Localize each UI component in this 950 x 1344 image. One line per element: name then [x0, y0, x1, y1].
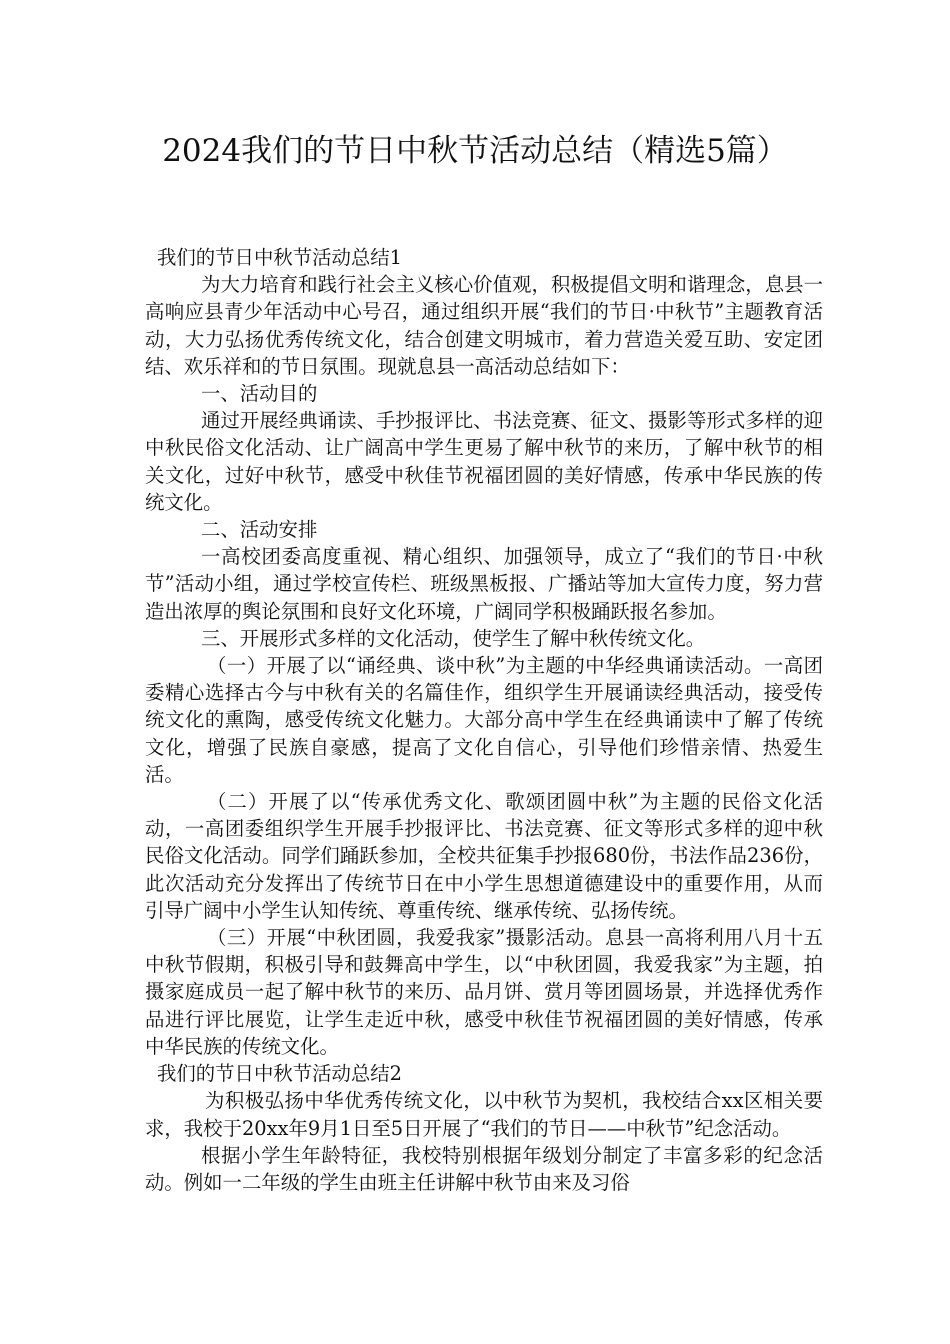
- list-item-paragraph: （一）开展了以“诵经典、谈中秋”为主题的中华经典诵读活动。一高团委精心选择古今与中秋有关的名篇佳作，组织学生开展诵读经典活动，接受传统文化的熏陶，感受传统文化魅力。大部分高中学生在经典诵读中了解了传统文化，增强了民族自豪感，提高了文化自信心，引导他们珍惜亲情、热爱生活。: [145, 654, 823, 786]
- section-heading: 我们的节日中秋节活动总结1: [157, 246, 403, 269]
- body-paragraph: 为积极弘扬中华优秀传统文化，以中秋节为契机，我校结合xx区相关要求，我校于20xx年9月1日至5日开展了“我们的节日——中秋节”纪念活动。: [145, 1089, 823, 1140]
- body-paragraph: 为大力培育和践行社会主义核心价值观，积极提倡文明和谐理念，息县一高响应县青少年活动中心号召，通过组织开展“我们的节日·中秋节”主题教育活动，大力弘扬优秀传统文化，结合创建文明城市，着力营造关爱互助、安定团结、欢乐祥和的节日氛围。现就息县一高活动总结如下：: [145, 273, 823, 378]
- list-item-paragraph: （三）开展“中秋团圆，我爱我家”摄影活动。息县一高将利用八月十五中秋节假期，积极引导和鼓舞高中学生，以“中秋团圆，我爱我家”为主题，拍摄家庭成员一起了解中秋节的来历、品月饼、赏月等团圆场景，并选择优秀作品进行评比展览，让学生走近中秋，感受中秋佳节祝福团圆的美好情感，传承中华民族的传统文化。: [145, 926, 823, 1058]
- section-heading: 我们的节日中秋节活动总结2: [157, 1062, 403, 1086]
- subheading: 一、活动目的: [201, 382, 318, 406]
- body-paragraph: 一高校团委高度重视、精心组织、加强领导，成立了“我们的节日·中秋节”活动小组，通过学校宣传栏、班级黑板报、广播站等加大宣传力度，努力营造出浓厚的舆论氛围和良好文化环境，广阔同学积极踊跃报名参加。: [145, 545, 823, 623]
- body-paragraph: 根据小学生年龄特征，我校特别根据年级划分制定了丰富多彩的纪念活动。例如一二年级的学生由班主任讲解中秋节由来及习俗: [145, 1143, 823, 1194]
- list-item-paragraph: （二）开展了以“传承优秀文化、歌颂团圆中秋”为主题的民俗文化活动，一高团委组织学生开展手抄报评比、书法竞赛、征文等形式多样的迎中秋民俗文化活动。同学们踊跃参加，全校共征集手抄报680份，书法作品236份，此次活动充分发挥出了传统节日在中小学生思想道德建设中的重要作用，从而引导广阔中小学生认知传统、尊重传统、继承传统、弘扬传统。: [145, 790, 823, 922]
- document-body: [145, 244, 823, 1196]
- subheading: 二、活动安排: [201, 518, 318, 542]
- body-paragraph: 通过开展经典诵读、手抄报评比、书法竞赛、征文、摄影等形式多样的迎中秋民俗文化活动、让广阔高中学生更易了解中秋节的来历，了解中秋节的相关文化，过好中秋节，感受中秋佳节祝福团圆的美好情感，传承中华民族的传统文化。: [145, 409, 823, 514]
- subheading: 三、开展形式多样的文化活动，使学生了解中秋传统文化。: [201, 626, 706, 650]
- document-title: 2024我们的节日中秋节活动总结（精选5篇）: [162, 133, 788, 169]
